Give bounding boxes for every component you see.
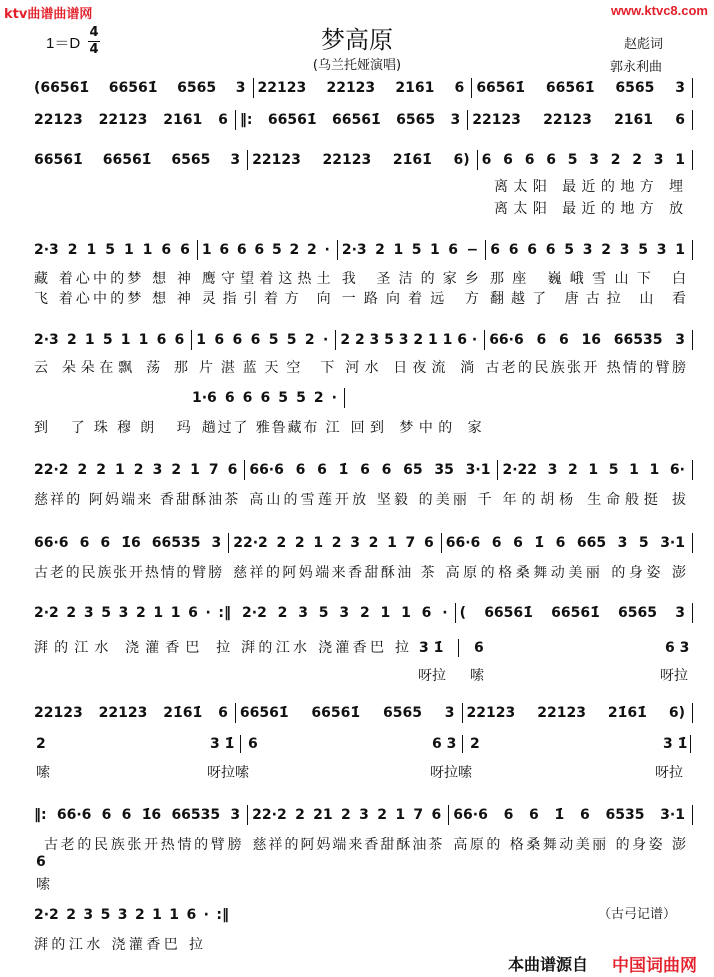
harmony-lyric: 呀拉: [418, 668, 446, 684]
harmony-note: 3 1̇: [210, 736, 235, 752]
measure: 2·2 2 3 5 3 2 1 1 6 · :‖: [34, 605, 232, 621]
lyric-line-3b: [490, 200, 690, 218]
site-name: ktv曲谱曲谱网: [4, 7, 93, 22]
measure: 22123 22123 2161 6: [254, 78, 473, 98]
lyric-text: 藏 着心中的梦 想 神: [34, 271, 191, 287]
lyric-text: 片湛蓝天空 下: [199, 360, 335, 376]
lyric-line-8: [30, 564, 693, 582]
measure: 6 6 6 6 5 3 2 2 3 1: [478, 150, 693, 170]
harmony-note: 2: [470, 736, 480, 752]
key-signature: 1＝D: [46, 35, 81, 52]
lyric-text: 高原的 格桑舞动美丽 的身姿 澎: [453, 837, 686, 853]
measure: 22123 22123 21̇61̇ 6): [248, 150, 478, 170]
measure: 66·6 6 6 1̇ 6 665 3 5 3·1: [442, 533, 693, 553]
measure: 22123 22123 2161 6: [30, 110, 236, 130]
measure: ( 66561̇ 66561̇ 6565 3: [456, 603, 693, 623]
lyric-line-5: [30, 359, 693, 377]
lyric-text: 翻越了 唐古拉 山 看: [489, 291, 686, 307]
measure: 1 6 6 6 5 2 2 ·: [198, 240, 338, 260]
harmony-lyric: 嗦: [36, 765, 50, 781]
measure: 2·22 3 2 1 5 1 1 6·: [498, 460, 693, 480]
measure: 2·3 2 1 5 1 1 6 6: [30, 240, 198, 260]
harmony-barline: [240, 735, 241, 753]
lyric-line-3a: [490, 178, 690, 196]
lyric-text: 到 了珠穆朗 玛: [34, 420, 191, 436]
lyric-text: 一路向着远 方: [341, 291, 479, 307]
measure: 2·2 2 3 5 3 2 1 1 6 ·: [238, 603, 456, 623]
measure: 1 6 6 6 5 5 2 ·: [192, 330, 336, 350]
measure: 66·6 6 6 1̇6 66535 3: [30, 533, 229, 553]
score-line-10: [30, 703, 693, 723]
lyric-text: 离太阳 最近的地方 放: [494, 201, 683, 217]
source-label: 本曲谱源自: [508, 955, 589, 974]
harmony-barline: [462, 735, 463, 753]
score-line-3: [30, 150, 693, 170]
lyric-text: 慈祥的阿妈端来香甜酥油茶: [252, 837, 443, 853]
measure: 66·6 6 6 16 66535 3: [485, 330, 693, 350]
measure: 22123 22123 21̇61̇ 6: [30, 703, 236, 723]
lyric-line-4a: [30, 270, 693, 288]
lyric-text: 古老的民族张开热情的臂膀: [44, 837, 242, 853]
harmony-lyric: 呀拉嗦: [430, 765, 472, 781]
score-line-6: [188, 388, 345, 408]
lyric-line-12: [30, 936, 210, 954]
harmony-lyric: 呀拉嗦: [207, 765, 249, 781]
composer-credit: 郭永利曲: [610, 60, 663, 75]
measure: ‖: 66·6 6 6 1̇6 66535 3: [30, 805, 248, 825]
lyric-text: 那座 巍峨雪山下 白: [489, 271, 686, 287]
harmony-barline: [458, 639, 459, 657]
score-line-1: [30, 78, 693, 98]
lyric-text: 鹰守望着这热土: [201, 271, 331, 287]
harmony-note: 6 3: [665, 640, 690, 656]
measure: ‖: 66561̇ 66561̇ 6565 3: [236, 110, 468, 130]
measure: 2 2 3 5 3 2 1 1 6 ·: [336, 330, 485, 350]
score-line-7: [30, 460, 693, 480]
harmony-lyric: 呀拉: [660, 668, 688, 684]
score-line-9: [30, 603, 693, 623]
measure: (66561̇ 66561̇ 6565 3: [30, 78, 254, 98]
time-signature-top: 4: [89, 25, 99, 40]
harmony-lyric: 嗦: [470, 668, 484, 684]
lyric-text: 湃的江水 浇灌香巴 拉: [34, 937, 203, 953]
lyric-text: 河水 日夜流 淌: [345, 360, 475, 376]
lyric-text: 高山的雪莲开放 坚毅 的美丽 千: [249, 492, 492, 508]
score-line-4: [30, 240, 693, 260]
time-signature-bottom: 4: [89, 42, 99, 57]
measure: 22·2 2 21 2 3 2 1 7 6: [248, 805, 449, 825]
measure: 66561̇ 66561̇ 6565 3: [30, 150, 248, 170]
lyric-text: 慈祥的 阿妈端来 香甜酥油茶: [34, 492, 239, 508]
lyric-text: 慈祥的阿妈端来香甜酥油 茶: [233, 565, 435, 581]
harmony-barline: [690, 735, 691, 753]
lyric-text: 古老的民族张开 热情的臂膀: [485, 360, 686, 376]
lyric-line-11: [40, 836, 693, 854]
lyric-line-4b: [30, 290, 693, 308]
measure: 22123 22123 2161 6: [468, 110, 693, 130]
harmony-note: 6: [248, 736, 258, 752]
lyric-spacer: [489, 419, 693, 437]
lyric-text: 年的胡杨 生命般挺 拔: [502, 492, 686, 508]
lyric-text: 古老的民族张开热情的臂膀: [34, 565, 223, 581]
lyric-text: 高原的格桑舞动美丽 的身姿 澎: [445, 565, 686, 581]
score-line-2: [30, 110, 693, 130]
score-line-5: [30, 330, 693, 350]
lyric-text: 离太阳 最近的地方 埋: [494, 179, 683, 195]
harmony-note: 2: [36, 736, 46, 752]
score-line-11: [30, 805, 693, 825]
lyric-text: 云 朵朵在飘 荡 那: [34, 360, 189, 376]
harmony-note: 6: [36, 854, 46, 870]
score-line-12: [30, 905, 236, 925]
harmony-note: 3 1̇: [419, 640, 444, 656]
lyric-text: 灵指引着方 向: [201, 291, 331, 307]
measure: 22·2 2 2 1 2 3 2 1 7 6: [30, 460, 245, 480]
measure: 2·3 2 1 5 1 6 −: [338, 240, 486, 260]
harmony-note: 3 1̇: [663, 736, 688, 752]
transcriber-credit: （古弓记谱）: [598, 907, 677, 922]
lyric-text: 湃的江水 浇灌香巴 拉: [34, 640, 231, 656]
measure: 6 6 6 6 5 3 2 3 5 3 1: [486, 240, 693, 260]
measure: 66561̇ 66561̇ 6565 3: [236, 703, 463, 723]
site-url: www.ktvc8.com: [610, 3, 708, 18]
harmony-note: 6: [474, 640, 484, 656]
lyric-text: 回到 梦中的 家: [350, 420, 482, 436]
source-site: 中国词曲网: [612, 956, 697, 976]
lyric-line-6: [30, 419, 693, 437]
lyricist-credit: 赵彪词: [624, 37, 664, 52]
measure: 1·6 6 6 6 5 5 2 ·: [188, 388, 345, 408]
lyric-text: 飞 着心中的梦 想 神: [34, 291, 191, 307]
singer-credit: (乌兰托娅演唱): [312, 58, 402, 73]
lyric-text: 趟过了 雅鲁藏布 江: [201, 420, 340, 436]
measure: 2·2 2 3 5 3 2 1 1 6 · :‖: [34, 907, 229, 923]
lyric-line-9: [30, 639, 416, 657]
harmony-lyric: 嗦: [36, 877, 50, 893]
time-signature: [88, 26, 100, 57]
harmony-note: 6 3: [432, 736, 457, 752]
measure: 22123 22123 21̇61̇ 6): [463, 703, 693, 723]
song-title: 梦高原: [321, 26, 393, 54]
measure: 66·6 6 6 1̇ 6 6535 3·1: [449, 805, 693, 825]
measure: 66561̇ 66561̇ 6565 3: [472, 78, 693, 98]
lyric-text: 湃的江水 浇灌香巴 拉: [241, 640, 409, 656]
measure: 2·3 2 1 5 1 1 6 6: [30, 330, 192, 350]
lyric-line-7: [30, 491, 693, 509]
lyric-text: 我 圣洁的家乡: [341, 271, 479, 287]
harmony-lyric: 呀拉: [655, 765, 683, 781]
measure: 22·2 2 2 1 2 3 2 1 7 6: [229, 533, 441, 553]
score-line-8: [30, 533, 693, 553]
measure: 66·6 6 6 1̇ 6 6 65 35 3·1: [245, 460, 498, 480]
